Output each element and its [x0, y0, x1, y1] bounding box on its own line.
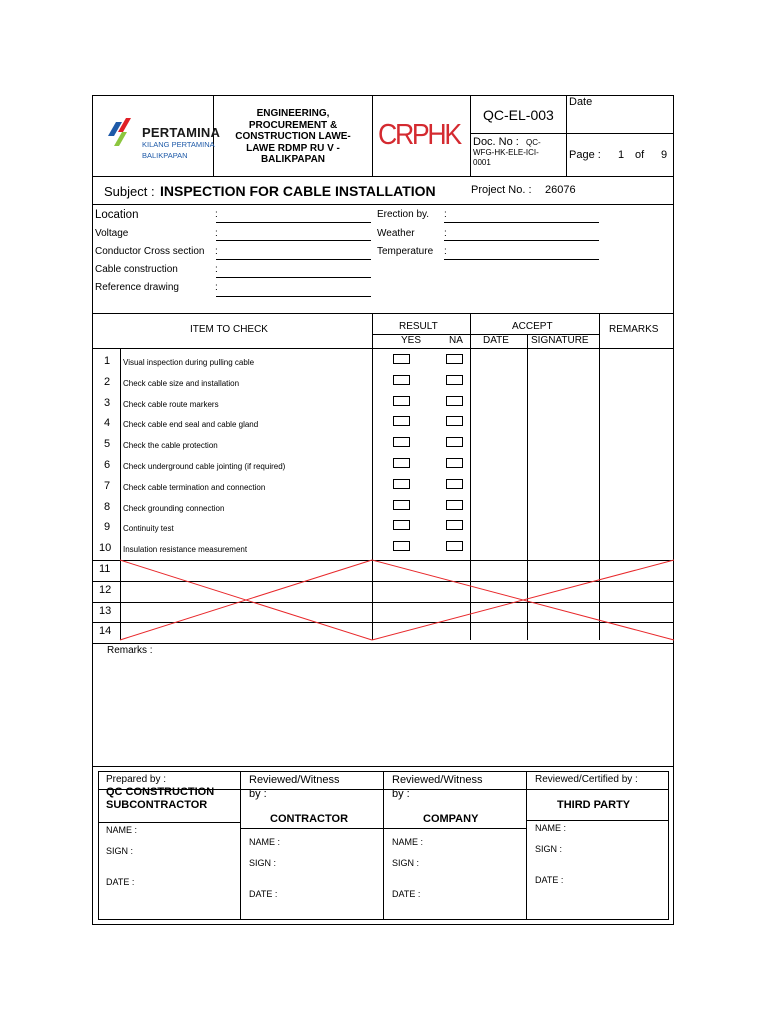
signoff-role: Prepared by : — [106, 774, 167, 785]
info-sep: : — [215, 282, 218, 293]
signoff-name[interactable]: NAME : — [392, 837, 424, 847]
signoff-name[interactable]: NAME : — [106, 825, 138, 835]
row-item-text: Visual inspection during pulling cable — [123, 358, 255, 367]
col-signature-header: SIGNATURE — [531, 335, 589, 346]
signoff-rule — [526, 820, 669, 821]
project-no-label: Project No. : — [471, 184, 532, 196]
project-line: CONSTRUCTION LAWE- — [235, 131, 351, 142]
signoff-date[interactable]: DATE : — [392, 889, 421, 899]
info-label-erection: Erection by. — [377, 209, 430, 220]
subject-title: INSPECTION FOR CABLE INSTALLATION — [160, 183, 436, 199]
signoff-party: SUBCONTRACTOR — [106, 799, 208, 811]
info-sep: : — [215, 209, 218, 220]
signoff-sign[interactable]: SIGN : — [106, 846, 134, 856]
col-remarks-header: REMARKS — [609, 324, 659, 335]
row-number: 13 — [99, 605, 112, 617]
row-number: 14 — [99, 625, 112, 637]
info-label-temperature: Temperature — [377, 246, 434, 257]
signoff-divider — [383, 771, 384, 920]
info-sep: : — [215, 264, 218, 275]
info-label-weather: Weather — [377, 228, 415, 239]
row-number: 6 — [104, 459, 111, 471]
remarks-bottom-rule — [92, 766, 674, 767]
row-item-text: Check grounding connection — [123, 504, 225, 513]
row-item-text: Check cable size and installation — [123, 379, 240, 388]
contractor-logo-text: CRPHK — [378, 119, 460, 151]
signoff-party: THIRD PARTY — [557, 799, 631, 811]
row-item-text: Check cable termination and connection — [123, 483, 266, 492]
row-number: 4 — [104, 417, 111, 429]
project-line: BALIKPAPAN — [260, 154, 326, 165]
row-number: 10 — [99, 542, 112, 554]
project-line: LAWE RDMP RU V - — [246, 142, 340, 154]
signoff-party: COMPANY — [423, 813, 479, 825]
signoff-rule — [240, 828, 526, 829]
logo-sub2: BALIKPAPAN — [142, 151, 188, 160]
info-sep: : — [444, 228, 447, 239]
row-item-text: Continuity test — [123, 524, 174, 533]
col-na-header: NA — [449, 335, 463, 346]
subject-label: Subject : — [104, 184, 155, 199]
signoff-sign[interactable]: SIGN : — [535, 844, 563, 854]
row-item-text: Insulation resistance measurement — [123, 545, 248, 554]
signoff-role: Reviewed/Witness — [392, 774, 483, 786]
doc-no-line: WFG-HK-ELE-ICI- — [473, 148, 539, 157]
row-item-text: Check the cable protection — [123, 441, 218, 450]
row-number: 8 — [104, 501, 111, 513]
form-code: QC-EL-003 — [483, 107, 554, 123]
remarks-label: Remarks : — [107, 645, 153, 656]
row-number: 12 — [99, 584, 112, 596]
info-label-conductor: Conductor Cross section — [95, 246, 205, 257]
doc-no-label: Doc. No : — [473, 136, 519, 148]
signoff-sign[interactable]: SIGN : — [392, 858, 420, 868]
col-result-header: RESULT — [399, 321, 438, 332]
signoff-name[interactable]: NAME : — [249, 837, 281, 847]
col-item-header: ITEM TO CHECK — [190, 324, 268, 335]
row-item-text: Check cable end seal and cable gland — [123, 420, 259, 429]
signoff-name[interactable]: NAME : — [535, 823, 567, 833]
row-item-text: Check cable route markers — [123, 400, 219, 409]
info-sep: : — [444, 246, 447, 257]
signoff-party: QC CONSTRUCTION — [106, 786, 215, 798]
signoff-role: by : — [249, 788, 267, 800]
row-number: 5 — [104, 438, 111, 450]
page-of: of — [635, 149, 645, 161]
info-label-location: Location — [95, 209, 139, 221]
signoff-date[interactable]: DATE : — [535, 875, 564, 885]
info-sep: : — [215, 228, 218, 239]
info-label-reference: Reference drawing — [95, 282, 179, 293]
signoff-divider — [526, 771, 527, 920]
signoff-party: CONTRACTOR — [270, 813, 349, 825]
info-label-cable-construction: Cable construction — [95, 264, 178, 275]
signoff-role: Reviewed/Witness — [249, 774, 340, 786]
signoff-date[interactable]: DATE : — [249, 889, 278, 899]
doc-no-line: 0001 — [473, 158, 491, 167]
signoff-divider — [240, 771, 241, 920]
project-line: PROCUREMENT & — [248, 119, 338, 131]
row-number: 7 — [104, 480, 111, 492]
info-label-voltage: Voltage — [95, 228, 129, 239]
signoff-sign[interactable]: SIGN : — [249, 858, 277, 868]
row-item-text: Check underground cable jointing (if required) — [123, 462, 286, 471]
row-number: 3 — [104, 397, 111, 409]
signoff-role: by : — [392, 788, 410, 800]
row-number: 9 — [104, 521, 111, 533]
page-current: 1 — [618, 149, 625, 161]
page-total: 9 — [661, 149, 668, 161]
project-line: ENGINEERING, — [256, 108, 330, 119]
info-sep: : — [444, 209, 447, 220]
row-number: 11 — [99, 563, 111, 575]
logo-sub1: KILANG PERTAMINA — [142, 140, 215, 149]
logo-name: PERTAMINA — [142, 125, 221, 140]
page-label: Page : — [569, 149, 601, 161]
col-date-header: DATE — [483, 335, 509, 346]
project-no: 26076 — [545, 184, 576, 196]
row-number: 1 — [104, 355, 111, 367]
date-label: Date — [569, 96, 593, 108]
signoff-role: Reviewed/Certified by : — [535, 774, 638, 785]
col-yes-header: YES — [401, 335, 422, 346]
col-accept-header: ACCEPT — [512, 321, 553, 332]
doc-no-line: QC- — [526, 138, 541, 147]
info-sep: : — [215, 246, 218, 257]
signoff-rule — [98, 822, 240, 823]
signoff-date[interactable]: DATE : — [106, 877, 135, 887]
row-number: 2 — [104, 376, 111, 388]
